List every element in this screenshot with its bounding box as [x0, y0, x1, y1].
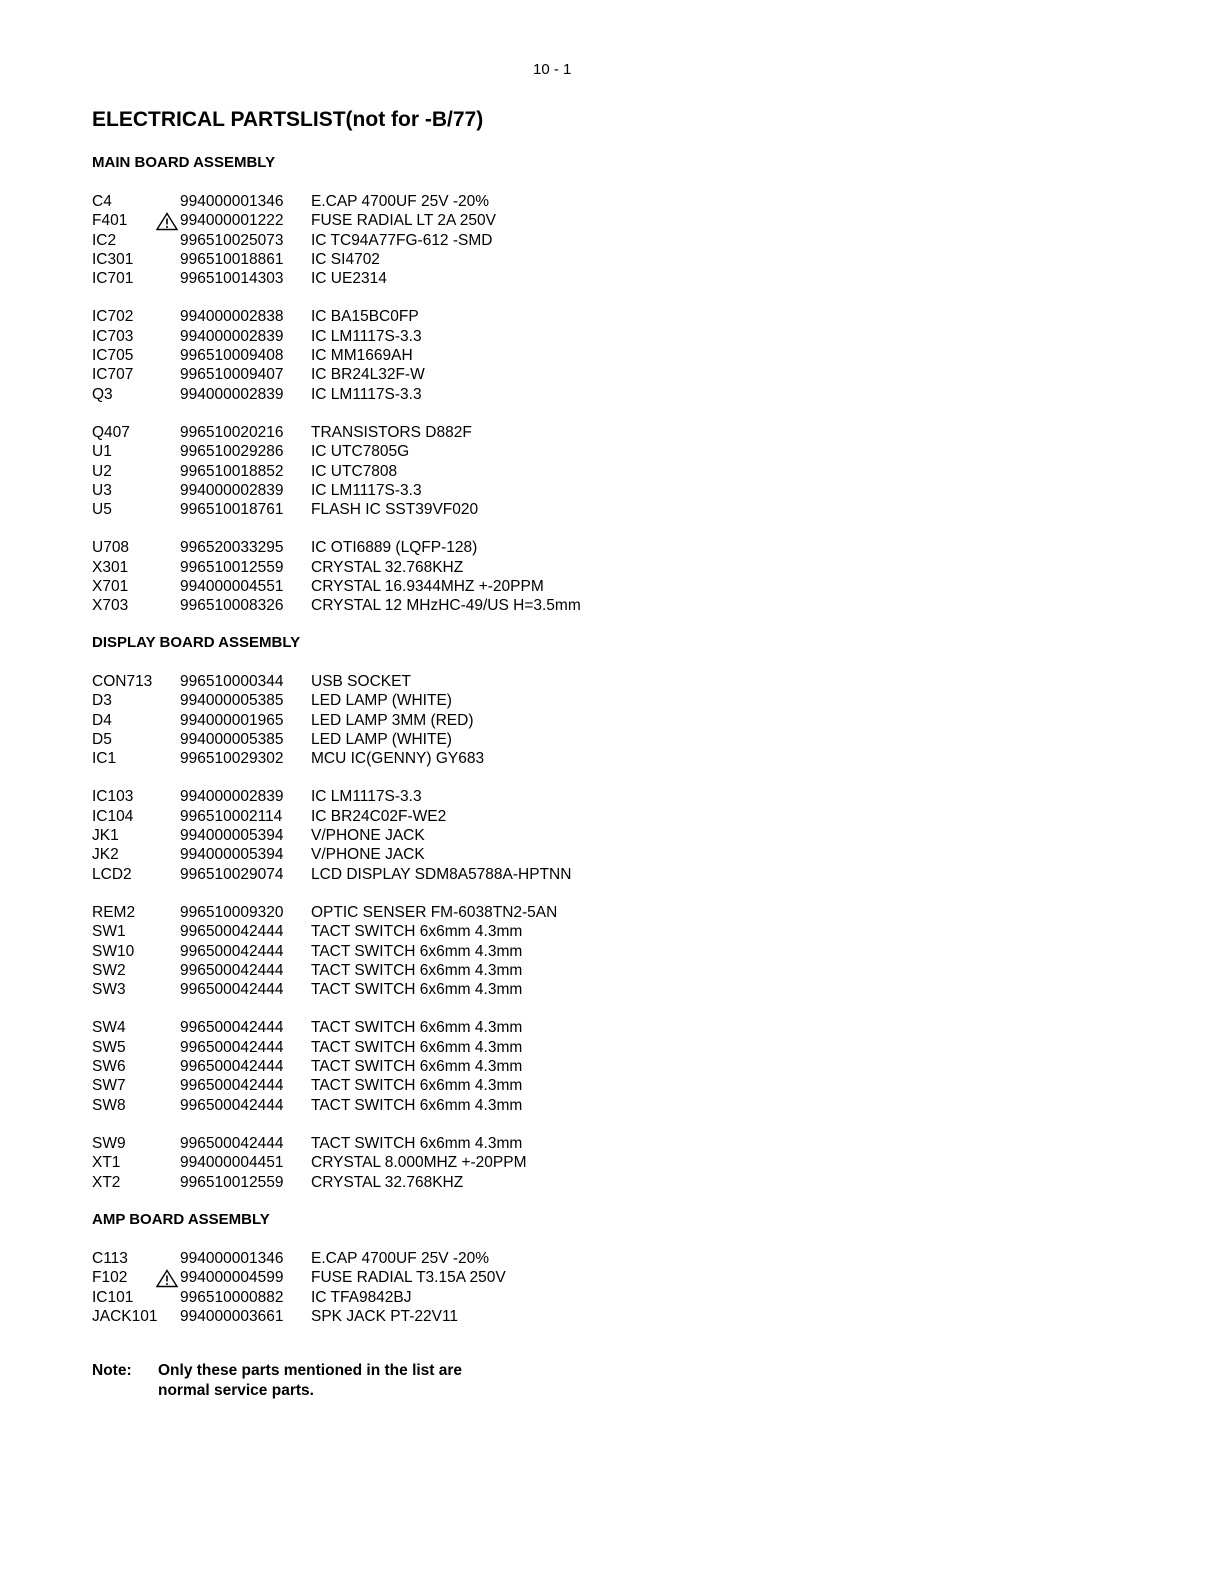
part-row — [92, 845, 792, 864]
part-description: IC UTC7808 — [311, 462, 398, 480]
part-reference: JK1 — [92, 827, 119, 845]
safety-column — [156, 807, 180, 826]
safety-column — [156, 1057, 180, 1076]
part-row — [92, 192, 792, 211]
part-reference: F102 — [92, 1269, 128, 1287]
display-board-section — [92, 633, 792, 1192]
safety-column — [156, 903, 180, 922]
safety-column — [156, 211, 180, 230]
safety-column — [156, 1307, 180, 1326]
parts-group — [92, 1134, 792, 1192]
part-reference: SW9 — [92, 1134, 126, 1152]
safety-column — [156, 826, 180, 845]
part-row — [92, 1249, 792, 1268]
part-number: 996500042444 — [180, 981, 284, 999]
part-reference: JK2 — [92, 846, 119, 864]
safety-column — [156, 672, 180, 691]
part-description: V/PHONE JACK — [311, 827, 425, 845]
part-number: 994000001346 — [180, 1250, 284, 1267]
part-row — [92, 749, 792, 768]
safety-column — [156, 1173, 180, 1192]
part-row — [92, 269, 792, 288]
part-description: IC LM1117S-3.3 — [311, 327, 422, 345]
part-reference: IC705 — [92, 347, 134, 365]
safety-column — [156, 481, 180, 500]
part-description: OPTIC SENSER FM-6038TN2-5AN — [311, 903, 558, 921]
part-row — [92, 1307, 792, 1326]
safety-column — [156, 538, 180, 557]
part-description: E.CAP 4700UF 25V -20% — [311, 193, 490, 210]
note-line-1: Only these parts mentioned in the list are — [158, 1362, 463, 1379]
part-reference: XT1 — [92, 1154, 121, 1172]
part-row — [92, 961, 792, 980]
part-row — [92, 423, 792, 442]
part-reference: X301 — [92, 558, 129, 576]
safety-column — [156, 423, 180, 442]
part-row — [92, 672, 792, 691]
part-number: 996500042444 — [180, 1038, 284, 1056]
parts-group — [92, 787, 792, 883]
part-reference: SW5 — [92, 1038, 126, 1056]
parts-group — [92, 903, 792, 999]
part-number: 994000004451 — [180, 1154, 284, 1172]
part-number: 996510029302 — [180, 750, 284, 768]
part-number: 994000004551 — [180, 578, 284, 596]
part-number: 994000002839 — [180, 327, 284, 345]
part-reference: IC707 — [92, 366, 134, 384]
safety-column — [156, 845, 180, 864]
part-description: CRYSTAL 32.768KHZ — [311, 558, 464, 576]
part-row — [92, 691, 792, 710]
part-row — [92, 365, 792, 384]
part-description: MCU IC(GENNY) GY683 — [311, 750, 485, 768]
part-number: 994000005394 — [180, 827, 284, 845]
part-number: 994000001965 — [180, 711, 284, 729]
part-reference: IC103 — [92, 788, 134, 806]
safety-column — [156, 192, 180, 211]
part-number: 994000001346 — [180, 193, 284, 210]
part-number: 996510000344 — [180, 673, 284, 690]
safety-column — [156, 980, 180, 999]
part-row — [92, 385, 792, 404]
safety-column — [156, 942, 180, 961]
section-heading: MAIN BOARD ASSEMBLY — [92, 154, 276, 171]
part-number: 996500042444 — [180, 1077, 284, 1095]
part-row — [92, 481, 792, 500]
part-description: IC BR24L32F-W — [311, 366, 425, 384]
part-row — [92, 577, 792, 596]
part-description: SPK JACK PT-22V11 — [311, 1307, 459, 1325]
part-description: TACT SWITCH 6x6mm 4.3mm — [311, 1077, 523, 1095]
part-description: TACT SWITCH 6x6mm 4.3mm — [311, 1134, 523, 1152]
safety-column — [156, 558, 180, 577]
safety-column — [156, 269, 180, 288]
part-number: 996510009408 — [180, 347, 284, 365]
part-reference: SW8 — [92, 1096, 126, 1114]
parts-group — [92, 538, 792, 615]
safety-column — [156, 787, 180, 806]
part-number: 996510029286 — [180, 443, 284, 461]
part-reference: Q407 — [92, 423, 130, 441]
safety-warning-icon — [156, 1269, 178, 1288]
part-number: 994000002839 — [180, 481, 284, 499]
main-board-section — [92, 153, 792, 616]
part-reference: SW10 — [92, 942, 135, 960]
part-row — [92, 1076, 792, 1095]
part-reference: LCD2 — [92, 865, 132, 883]
safety-column — [156, 730, 180, 749]
part-reference: X703 — [92, 597, 129, 615]
part-number: 994000001222 — [180, 212, 284, 230]
part-number: 996520033295 — [180, 539, 284, 557]
part-number: 996500042444 — [180, 1134, 284, 1152]
part-row — [92, 211, 792, 230]
parts-group — [92, 423, 792, 519]
parts-group — [92, 1249, 792, 1326]
part-row — [92, 1268, 792, 1287]
part-number: 996500042444 — [180, 1058, 284, 1076]
part-row — [92, 462, 792, 481]
part-description: TACT SWITCH 6x6mm 4.3mm — [311, 961, 523, 979]
part-number: 996500042444 — [180, 1096, 284, 1114]
safety-column — [156, 1134, 180, 1153]
part-row — [92, 1173, 792, 1192]
part-number: 996510008326 — [180, 597, 284, 615]
part-number: 996500042444 — [180, 961, 284, 979]
page-number: 10 - 1 — [533, 61, 572, 78]
part-number: 996500042444 — [180, 942, 284, 960]
safety-column — [156, 577, 180, 596]
safety-column — [156, 1153, 180, 1172]
part-row — [92, 1018, 792, 1037]
part-description: IC SI4702 — [311, 250, 380, 268]
part-description: TACT SWITCH 6x6mm 4.3mm — [311, 1096, 523, 1114]
part-description: LCD DISPLAY SDM8A5788A-HPTNN — [311, 865, 572, 883]
part-reference: Q3 — [92, 385, 113, 403]
part-description: IC LM1117S-3.3 — [311, 385, 422, 403]
safety-column — [156, 500, 180, 519]
part-number: 994000005394 — [180, 846, 284, 864]
part-reference: U5 — [92, 501, 112, 519]
part-reference: C4 — [92, 193, 112, 210]
safety-column — [156, 596, 180, 615]
part-row — [92, 1288, 792, 1307]
part-description: TACT SWITCH 6x6mm 4.3mm — [311, 923, 523, 941]
safety-column — [156, 1249, 180, 1268]
document-title: ELECTRICAL PARTSLIST(not for -B/77) — [92, 108, 484, 131]
safety-column — [156, 922, 180, 941]
part-reference: SW3 — [92, 981, 126, 999]
part-reference: XT2 — [92, 1173, 121, 1191]
part-description: IC MM1669AH — [311, 347, 413, 365]
part-number: 994000003661 — [180, 1307, 284, 1325]
part-reference: U1 — [92, 443, 112, 461]
safety-column — [156, 365, 180, 384]
part-reference: IC702 — [92, 308, 134, 326]
part-description: TACT SWITCH 6x6mm 4.3mm — [311, 1038, 523, 1056]
part-row — [92, 500, 792, 519]
part-reference: JACK101 — [92, 1307, 158, 1325]
section-heading: DISPLAY BOARD ASSEMBLY — [92, 634, 301, 651]
part-number: 994000005385 — [180, 730, 284, 748]
part-row — [92, 346, 792, 365]
part-row — [92, 231, 792, 250]
safety-column — [156, 442, 180, 461]
part-description: IC LM1117S-3.3 — [311, 788, 422, 806]
part-reference: SW2 — [92, 961, 126, 979]
safety-column — [156, 1268, 180, 1287]
part-number: 996510025073 — [180, 231, 284, 249]
part-number: 996510009320 — [180, 903, 284, 921]
section-heading: AMP BOARD ASSEMBLY — [92, 1211, 270, 1228]
safety-column — [156, 1076, 180, 1095]
safety-column — [156, 865, 180, 884]
part-reference: D4 — [92, 711, 112, 729]
part-description: V/PHONE JACK — [311, 846, 425, 864]
part-reference: C113 — [92, 1250, 128, 1267]
part-number: 994000004599 — [180, 1269, 284, 1287]
part-row — [92, 596, 792, 615]
safety-column — [156, 231, 180, 250]
part-description: FUSE RADIAL T3.15A 250V — [311, 1269, 506, 1287]
part-reference: IC701 — [92, 270, 134, 288]
safety-column — [156, 1018, 180, 1037]
part-row — [92, 942, 792, 961]
part-description: FUSE RADIAL LT 2A 250V — [311, 212, 496, 230]
part-number: 996510020216 — [180, 423, 284, 441]
part-reference: SW1 — [92, 923, 126, 941]
part-row — [92, 787, 792, 806]
part-row — [92, 1134, 792, 1153]
parts-group — [92, 672, 792, 768]
service-note — [92, 1361, 462, 1401]
part-description: CRYSTAL 32.768KHZ — [311, 1173, 464, 1191]
safety-column — [156, 327, 180, 346]
part-reference: IC301 — [92, 250, 134, 268]
part-number: 996510002114 — [180, 807, 283, 825]
part-description: IC OTI6889 (LQFP-128) — [311, 539, 478, 557]
part-description: IC UTC7805G — [311, 443, 410, 461]
part-number: 996510029074 — [180, 865, 284, 883]
part-reference: SW7 — [92, 1077, 126, 1095]
parts-group — [92, 1018, 792, 1114]
part-row — [92, 730, 792, 749]
part-reference: D5 — [92, 730, 112, 748]
part-description: IC LM1117S-3.3 — [311, 481, 422, 499]
part-reference: U3 — [92, 481, 112, 499]
part-description: CRYSTAL 8.000MHZ +-20PPM — [311, 1154, 527, 1172]
part-description: TACT SWITCH 6x6mm 4.3mm — [311, 981, 523, 999]
part-row — [92, 903, 792, 922]
part-number: 996510000882 — [180, 1288, 284, 1306]
part-reference: D3 — [92, 692, 112, 710]
part-row — [92, 538, 792, 557]
part-description: LED LAMP (WHITE) — [311, 692, 452, 710]
part-row — [92, 826, 792, 845]
part-row — [92, 442, 792, 461]
safety-column — [156, 749, 180, 768]
safety-column — [156, 250, 180, 269]
safety-column — [156, 1038, 180, 1057]
part-row — [92, 558, 792, 577]
safety-column — [156, 385, 180, 404]
part-number: 994000002839 — [180, 385, 284, 403]
part-reference: SW4 — [92, 1019, 126, 1037]
part-number: 996510009407 — [180, 366, 284, 384]
part-reference: SW6 — [92, 1058, 126, 1076]
part-reference: CON713 — [92, 673, 153, 690]
part-row — [92, 865, 792, 884]
part-number: 996510018852 — [180, 462, 284, 480]
part-row — [92, 807, 792, 826]
part-reference: IC2 — [92, 231, 117, 249]
amp-board-section — [92, 1210, 792, 1326]
part-number: 996510018761 — [180, 501, 284, 519]
safety-column — [156, 462, 180, 481]
safety-column — [156, 1096, 180, 1115]
part-number: 994000005385 — [180, 692, 284, 710]
part-number: 996510012559 — [180, 1173, 284, 1191]
part-reference: F401 — [92, 212, 128, 230]
safety-column — [156, 1288, 180, 1307]
part-description: TACT SWITCH 6x6mm 4.3mm — [311, 1019, 523, 1037]
safety-column — [156, 961, 180, 980]
part-description: LED LAMP (WHITE) — [311, 730, 452, 748]
part-row — [92, 250, 792, 269]
part-description: TACT SWITCH 6x6mm 4.3mm — [311, 1058, 523, 1076]
part-number: 996500042444 — [180, 923, 284, 941]
part-reference: IC703 — [92, 327, 134, 345]
part-description: FLASH IC SST39VF020 — [311, 501, 479, 519]
part-number: 996510014303 — [180, 270, 284, 288]
part-description: USB SOCKET — [311, 673, 411, 690]
part-number: 996510018861 — [180, 250, 284, 268]
part-reference: U2 — [92, 462, 112, 480]
part-number: 994000002838 — [180, 308, 284, 326]
safety-column — [156, 711, 180, 730]
part-description: E.CAP 4700UF 25V -20% — [311, 1250, 490, 1267]
part-row — [92, 327, 792, 346]
part-row — [92, 980, 792, 999]
part-description: CRYSTAL 12 MHzHC-49/US H=3.5mm — [311, 597, 581, 615]
part-reference: X701 — [92, 578, 129, 596]
part-reference: U708 — [92, 539, 130, 557]
part-row — [92, 922, 792, 941]
part-description: IC BR24C02F-WE2 — [311, 807, 447, 825]
part-number: 996510012559 — [180, 558, 284, 576]
part-row — [92, 711, 792, 730]
safety-column — [156, 346, 180, 365]
parts-group — [92, 192, 792, 288]
part-description: IC UE2314 — [311, 270, 387, 288]
part-reference: IC101 — [92, 1288, 134, 1306]
part-description: IC BA15BC0FP — [311, 308, 419, 326]
part-reference: IC1 — [92, 750, 117, 768]
part-row — [92, 1057, 792, 1076]
parts-group — [92, 307, 792, 403]
part-row — [92, 1153, 792, 1172]
safety-warning-icon — [156, 212, 178, 231]
note-line-2: normal service parts. — [158, 1382, 314, 1399]
part-row — [92, 1038, 792, 1057]
part-row — [92, 307, 792, 326]
part-description: IC TC94A77FG-612 -SMD — [311, 231, 493, 249]
safety-column — [156, 307, 180, 326]
part-description: IC TFA9842BJ — [311, 1288, 412, 1306]
part-description: TRANSISTORS D882F — [311, 423, 472, 441]
part-description: LED LAMP 3MM (RED) — [311, 711, 474, 729]
part-number: 996500042444 — [180, 1019, 284, 1037]
safety-column — [156, 691, 180, 710]
part-reference: REM2 — [92, 903, 136, 921]
part-description: CRYSTAL 16.9344MHZ +-20PPM — [311, 578, 544, 596]
part-reference: IC104 — [92, 807, 134, 825]
part-row — [92, 1096, 792, 1115]
part-number: 994000002839 — [180, 788, 284, 806]
note-label: Note: — [92, 1362, 132, 1379]
part-description: TACT SWITCH 6x6mm 4.3mm — [311, 942, 523, 960]
